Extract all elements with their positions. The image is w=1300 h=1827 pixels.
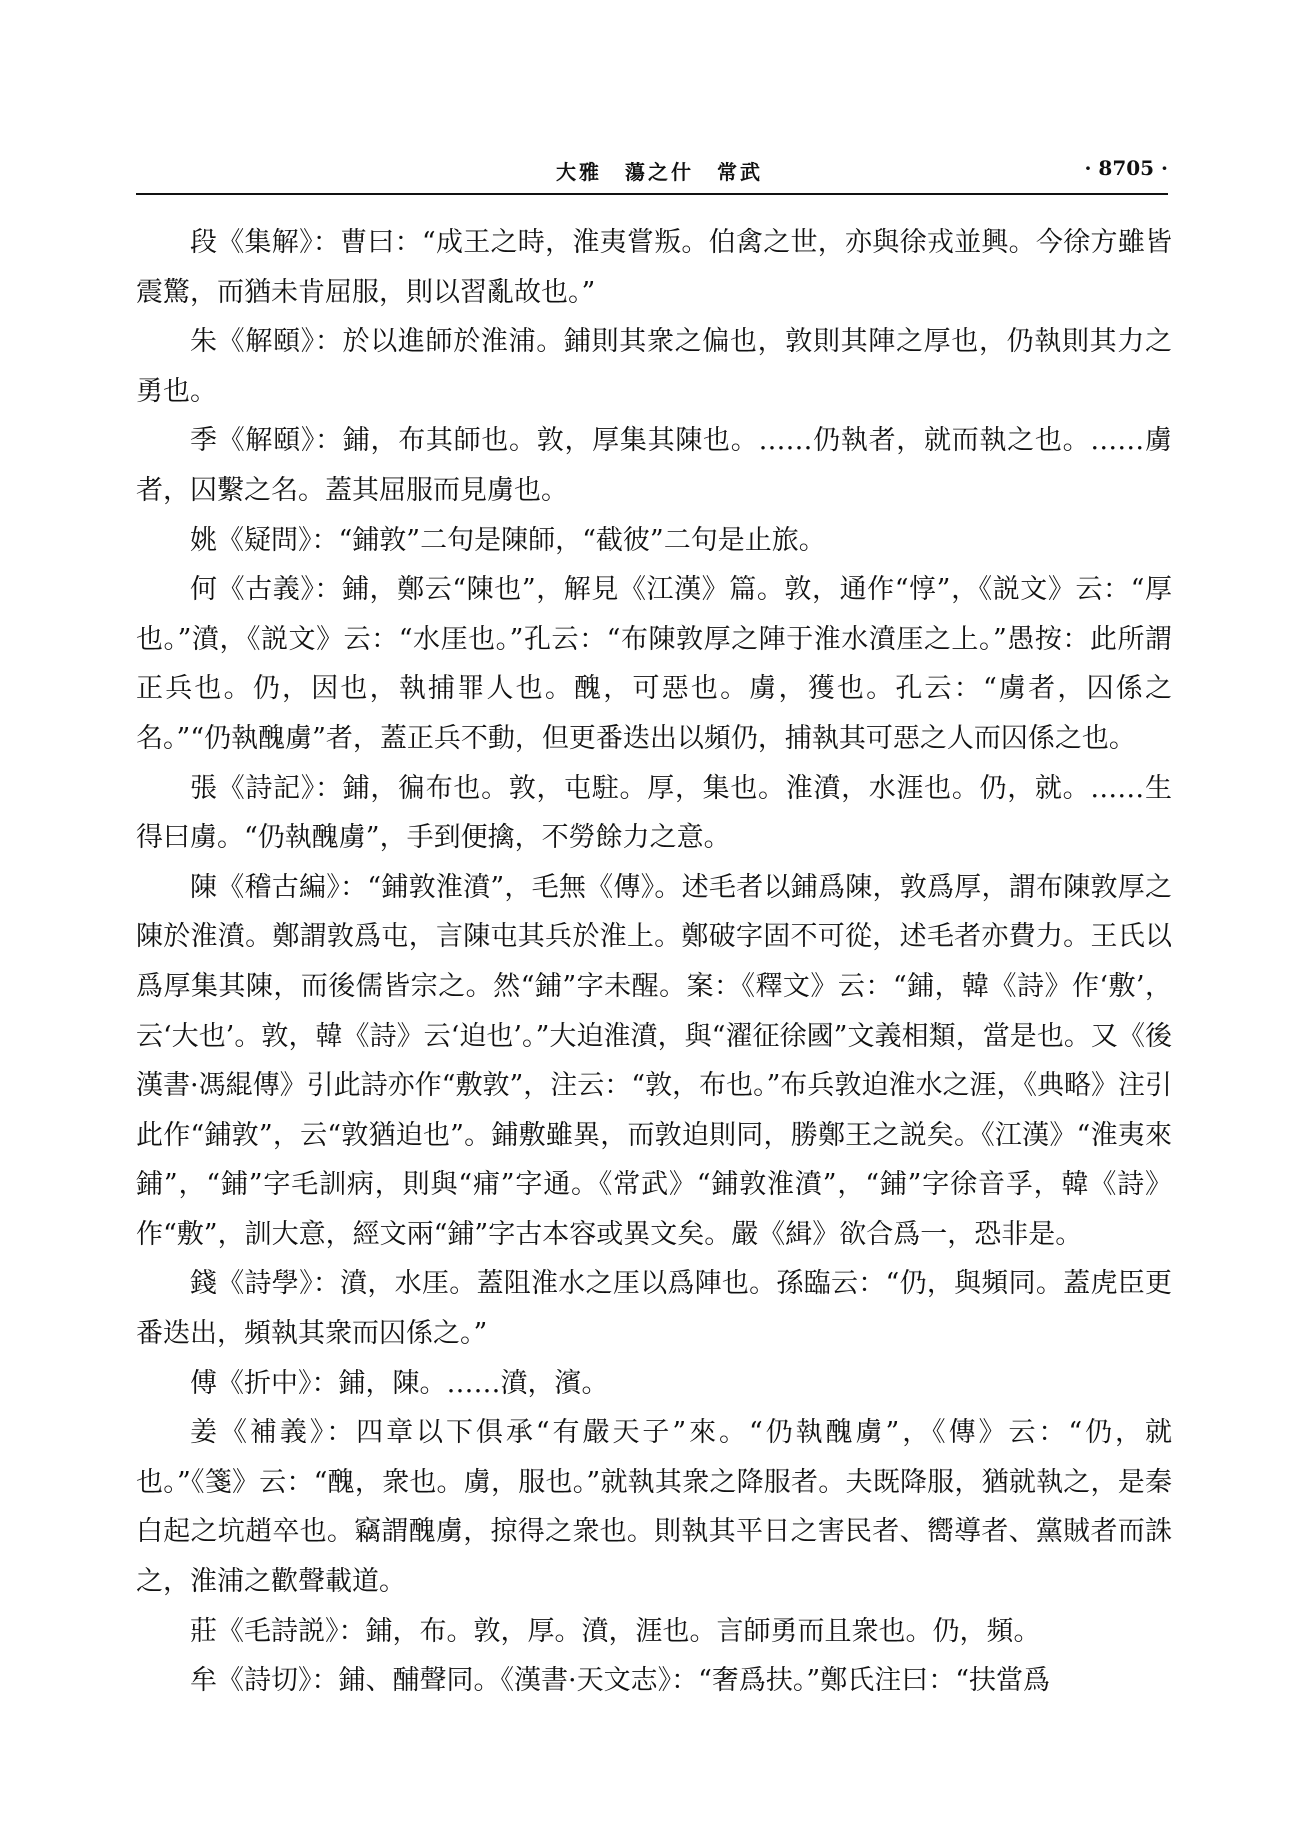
paragraph-chen-jigubian: 陳《稽古編》：“鋪敦淮濆”，毛無《傳》。述毛者以鋪爲陳，敦爲厚，謂布陳敦厚之陳於淮濆。鄭謂敦爲屯，言陳屯其兵於淮上。鄭破字固不可從，述毛者亦費力。王氏以爲厚集其陳，而後儒皆宗之。然“鋪”字未醒。案：《釋文》云：“鋪，韓《詩》作‘敷’，云‘大也’。敦，韓《詩》云‘迫也’。”大迫淮濆，與“濯征徐國”文義相類，當是也。又《後漢書·馮緄傳》引此詩亦作“敷敦”，注云：“敦，布也。”布兵敦迫淮水之涯，《典略》注引此作“鋪敦”，云“敦猶迫也”。鋪敷雖異，而敦迫則同，勝鄭王之説矣。《江漢》“淮夷來鋪”，“鋪”字毛訓病，則與“痡”字通。《常武》“鋪敦淮濆”，“鋪”字徐音孚，韓《詩》作“敷”，訓大意，經文兩“鋪”字古本容或異文矣。嚴《緝》欲合爲一，恐非是。	[136, 871, 1172, 1250]
paragraph-he-guyi: 何《古義》：鋪，鄭云“陳也”，解見《江漢》篇。敦，通作“惇”，《説文》云：“厚也。”濆，《説文》云：“水厓也。”孔云：“布陳敦厚之陣于淮水濆厓之上。”愚按：此所謂正兵也。仍，因也，執捕罪人也。醜，可惡也。虜，獲也。孔云：“虜者，囚係之名。”“仍執醜虜”者，蓋正兵不動，但更番迭出以頻仍，捕執其可惡之人而囚係之也。	[136, 574, 1172, 754]
paragraph-mou-shiqie: 牟《詩切》：鋪、酺聲同。《漢書·天文志》：“奢爲扶。”鄭氏注曰：“扶當爲	[190, 1665, 1050, 1697]
header-rule	[136, 193, 1168, 195]
paragraph-yao-yiwen: 姚《疑問》：“鋪敦”二句是陳師，“截彼”二句是止旅。	[190, 524, 826, 556]
running-title: 大雅 蕩之什 常武	[556, 160, 763, 184]
paragraph-zhuang-maoshishuo: 莊《毛詩説》：鋪，布。敦，厚。濆，涯也。言師勇而且衆也。仍，頻。	[190, 1615, 1041, 1647]
paragraph-zhu-jieyi: 朱《解頤》：於以進師於淮浦。鋪則其衆之偏也，敦則其陣之厚也，仍執則其力之勇也。	[136, 326, 1172, 407]
paragraph-ji-jieyi: 季《解頤》：鋪，布其師也。敦，厚集其陳也。……仍執者，就而執之也。……虜者，囚繫之名。蓋其屈服而見虜也。	[136, 425, 1172, 506]
paragraph-zhang-shiji: 張《詩記》：鋪，徧布也。敦，屯駐。厚，集也。淮濆，水涯也。仍，就。……生得曰虜。“仍執醜虜”，手到便擒，不勞餘力之意。	[136, 772, 1172, 854]
body-text	[136, 218, 1172, 1706]
paragraph-fu-zhezhong: 傅《折中》：鋪，陳。……濆，濱。	[190, 1367, 609, 1399]
paragraph-duan-jijie: 段《集解》：曹曰：“成王之時，淮夷嘗叛。伯禽之世，亦與徐戎並興。今徐方雖皆震驚，而猶未肯屈服，則以習亂故也。”	[136, 227, 1172, 308]
paragraph-jiang-buyi: 姜《補義》：四章以下俱承“有嚴天子”來。“仍執醜虜”，《傳》云：“仍，就也。”《箋》云：“醜，衆也。虜，服也。”就執其衆之降服者。夫既降服，猶就執之，是秦白起之坑趙卒也。竊謂醜虜，掠得之衆也。則執其平日之害民者、嚮導者、黨賊者而誅之，淮浦之歡聲載道。	[136, 1417, 1172, 1598]
paragraph-qian-shixue: 錢《詩學》：濆，水厓。蓋阻淮水之厓以爲陣也。孫臨云：“仍，與頻同。蓋虎臣更番迭出，頻執其衆而囚係之。”	[136, 1268, 1172, 1350]
page-number: · 8705 ·	[1084, 156, 1168, 180]
page-header	[136, 156, 1168, 196]
